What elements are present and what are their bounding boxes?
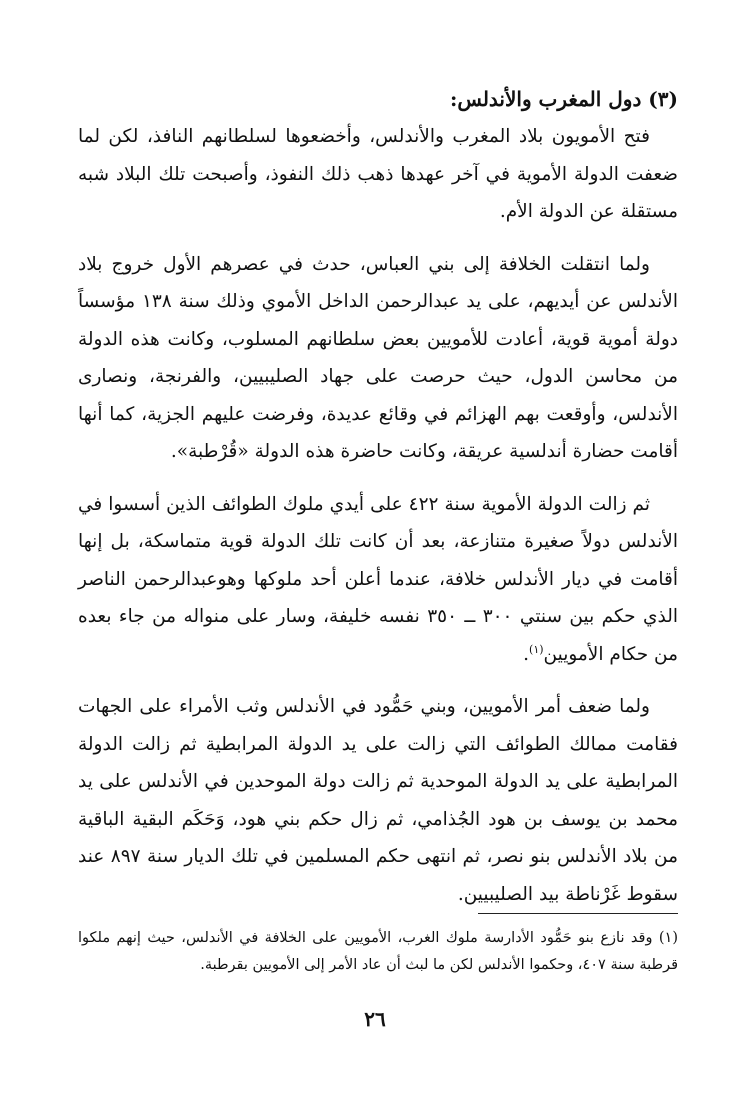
paragraph-2: ولما انتقلت الخلافة إلى بني العباس، حدث في عصرهم الأول خروج بلاد الأندلس عن أيديهم، على يد عبدالرحمن الداخل الأموي وذلك سنة ١٣٨ مؤسساً دولة أموية قوية، أعادت للأمويين بعض سلطانهم المسلوب، وكانت هذه الدولة من محاسن الدول، حيث حرصت على جهاد الصليبيين، والفرنجة، ونصارى الأندلس، وأوقعت بهم الهزائم في وقائع عديدة، وفرضت عليهم الجزية، كما أنها أقامت حضارة أندلسية عريقة، وكانت حاضرة هذه الدولة «قُرْطبة». [78, 253, 678, 462]
footnote: (١) وقد نازع بنو حَمُّود الأدارسة ملوك الغرب، الأمويين على الخلافة في الأندلس، حيث إنهم ملكوا قرطبة سنة ٤٠٧، وحكموا الأندلس لكن ما لبث أن عاد الأمر إلى الأمويين بقرطبة. [78, 930, 678, 973]
paragraph-3 [78, 486, 678, 674]
footnote-divider [478, 913, 678, 914]
section-heading: (٣) دول المغرب والأندلس: [449, 87, 678, 111]
paragraph-1: فتح الأمويون بلاد المغرب والأندلس، وأخضعوها لسلطانهم النافذ، لكن لما ضعفت الدولة الأموية في آخر عهدها ذهب ذلك النفوذ، وأصبحت تلك البلاد شبه مستقلة عن الدولة الأم. [78, 126, 678, 222]
paragraph-4: ولما ضعف أمر الأمويين، وبني حَمُّود في الأندلس وثب الأمراء على الجهات فقامت ممالك الطوائف التي زالت على يد الدولة المرابطية ثم زالت الدولة المرابطية على يد الدولة الموحدية ثم زالت دولة الموحدين في الأندلس على يد محمد بن يوسف بن هود الجُذامي، ثم زال حكم بني هود، وَحَكَم البقية الباقية من بلاد الأندلس بنو نصر، ثم انتهى حكم المسلمين في تلك الديار سنة ٨٩٧ عند سقوط غَرْناطة بيد الصليبيين. [78, 696, 678, 905]
page-number: ٢٦ [364, 1007, 386, 1031]
paragraph-3-end: . [523, 643, 530, 665]
footnote-reference: (١) [529, 642, 544, 656]
paragraph-3-text: ثم زالت الدولة الأموية سنة ٤٢٢ على أيدي ملوك الطوائف الذين أسسوا في الأندلس دولاً صغيرة متنازعة، بعد أن كانت تلك الدولة قوية متماسكة، بل إنها أقامت في ديار الأندلس خلافة، عندما أعلن أحد ملوكها وهوعبدالرحمن الناصر الذي حكم بين سنتي ٣٠٠ ــ ٣٥٠ نفسه خليفة، وسار على منواله من جاء بعده من حكام الأمويين [78, 493, 678, 665]
main-text [78, 80, 678, 928]
